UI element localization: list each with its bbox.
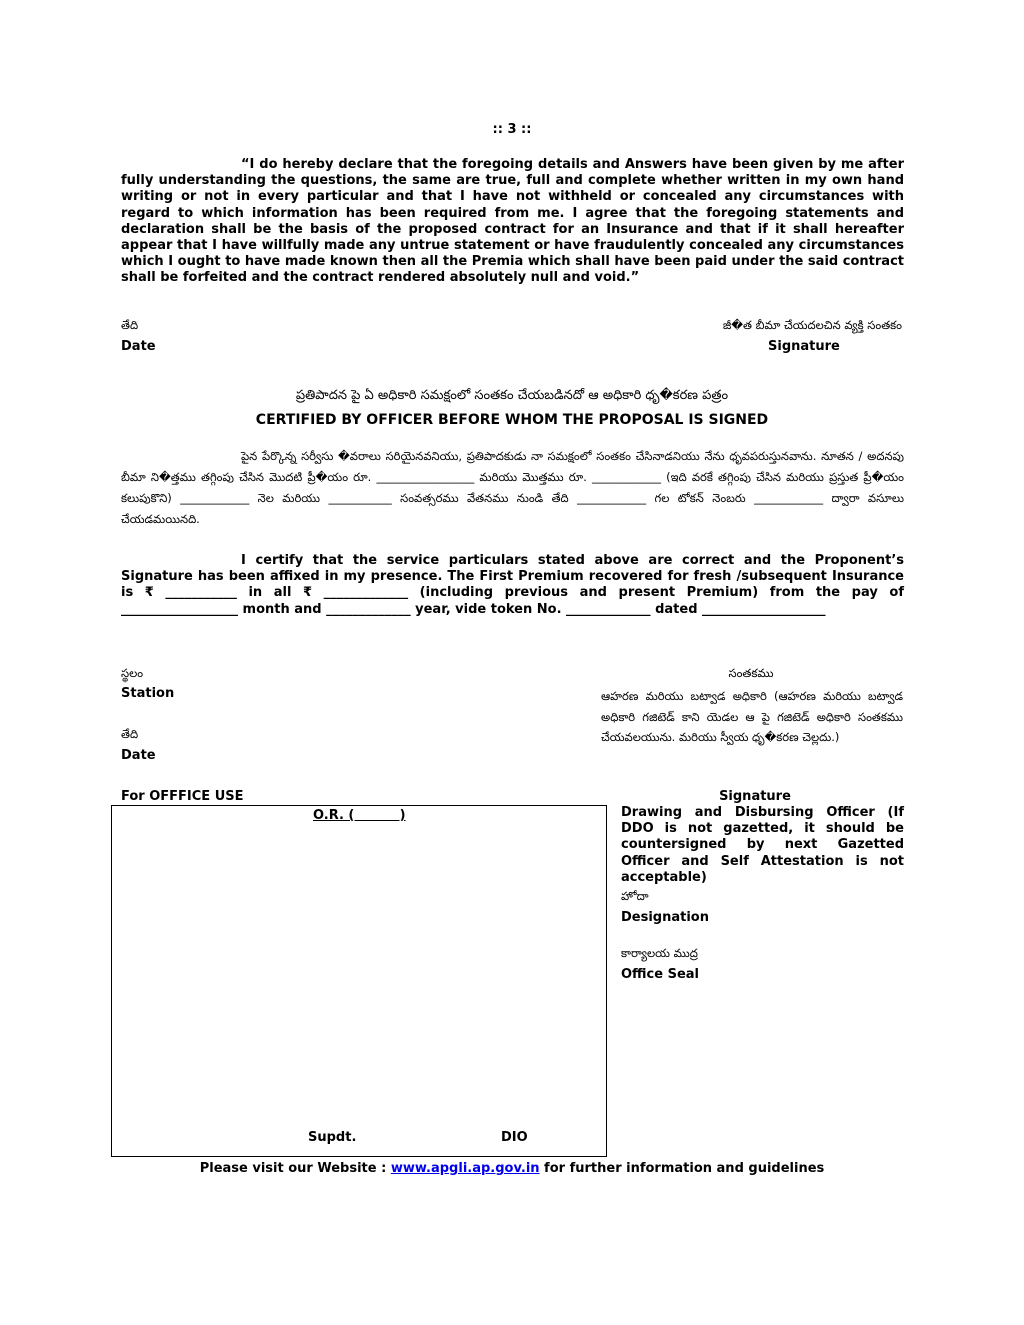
website-link[interactable]: www.apgli.ap.gov.in bbox=[390, 1161, 540, 1176]
station-label: Station bbox=[121, 686, 175, 701]
date-label-telugu: తేది bbox=[121, 318, 139, 332]
footer-text-before: Please visit our Website : bbox=[199, 1161, 391, 1176]
date2-label: Date bbox=[121, 748, 156, 763]
or-label: O.R. ( ) bbox=[313, 808, 406, 823]
sign-label-telugu: సంతకము bbox=[728, 666, 774, 680]
ddo-note: Drawing and Disbursing Officer (If DDO is not gazetted, it should be countersigned by next Gazetted Officer and Self Attestation is not acceptable) bbox=[621, 805, 904, 885]
page-number: :: 3 :: bbox=[492, 122, 532, 137]
office-seal-label: Office Seal bbox=[621, 967, 700, 982]
date2-label-telugu: తేది bbox=[121, 727, 139, 741]
date-label: Date bbox=[121, 339, 156, 354]
office-use-box bbox=[111, 805, 607, 1157]
certified-heading: CERTIFIED BY OFFICER BEFORE WHOM THE PROPOSAL IS SIGNED bbox=[255, 412, 769, 428]
footer-text-after: for further information and guidelines bbox=[539, 1161, 825, 1176]
signature2-label: Signature bbox=[719, 789, 791, 804]
office-use-label: For OFFFICE USE bbox=[121, 789, 244, 804]
declaration-paragraph: “I do hereby declare that the foregoing details and Answers have been given by me after fully understanding the questions, the same are true, full and complete whether written in my own hand writing or not in every particular and that I have not withheld or concealed any circumstances with regard to which information has been required from me. I agree that the foregoing statements and declaration shall be the basis of the proposed contract for an Insurance and that if it shall hereafter appear that I have willfully made any untrue statement or have fraudulently concealed any circumstances which I ought to have made known then all the Premia which shall have been paid under the said contract shall be forfeited and the contract rendered absolutely null and void.” bbox=[121, 157, 904, 286]
station-label-telugu: స్థలం bbox=[121, 666, 144, 680]
designation-label: Designation bbox=[621, 910, 709, 925]
signature-label-telugu: జీ�త బీమా చేయదలచిన వ్యక్తి సంతకం bbox=[722, 318, 902, 332]
signature-label: Signature bbox=[768, 339, 840, 354]
certification-paragraph-telugu: పైన పేర్కొన్న సర్వీసు �వరాలు సరియైనవనియు, ప్రతిపాదకుడు నా సమక్షంలో సంతకం చేసినాడనియు నేను ధృవపరుస్తునవాను. నూతన / అదనపు బీమా ని�త్తము తగ్గింపు చేసిన మొదటి ప్రీ�యం రూ. _________________ మరియు మొత్తము రూ. ____________ (ఇది వరకే తగ్గింపు చేసిన మరియు ప్రస్తుత ప్రీ�యం కలుపుకొని) ____________ నెల మరియు ___________ సంవత్సరము వేతనము నుండి తేది ____________ గల టోకన్ నెంబరు ____________ ద్వారా వసూలు చేయడమయినది. bbox=[121, 449, 904, 526]
certify-paragraph: I certify that the service particulars stated above are correct and the Proponent’s Signature has been affixed in my presence. The First Premium recovered for fresh /subsequent Insurance is ₹ ___________ in all ₹ _____________ (including previous and present Premium) from the pay of __________________ month and _____________ year, vide token No. _____________ dated ___________________ bbox=[121, 553, 904, 617]
office-seal-label-telugu: కార్యాలయ ముద్ర bbox=[621, 946, 698, 960]
footer-line bbox=[0, 1161, 1024, 1177]
dio-label: DIO bbox=[501, 1130, 528, 1145]
ddo-note-telugu: ఆహరణ మరియు బట్వాడ అధికారి (ఆహరణ మరియు బట్వాడ అధికారి గజిటెడ్ కాని యెడల ఆ పై గజిటెడ్ అధికారి సంతకము చేయవలయును. మరియు స్వీయ ధృ�కరణ చెల్లదు.) bbox=[601, 689, 903, 744]
certified-heading-telugu: ప్రతిపాదన పై ఏ అధికారి సమక్షంలో సంతకం చేయబడినదో ఆ అధికారి ధృ�కరణ పత్రం bbox=[295, 388, 729, 403]
supdt-label: Supdt. bbox=[308, 1130, 357, 1145]
designation-label-telugu: హోదా bbox=[621, 889, 649, 903]
